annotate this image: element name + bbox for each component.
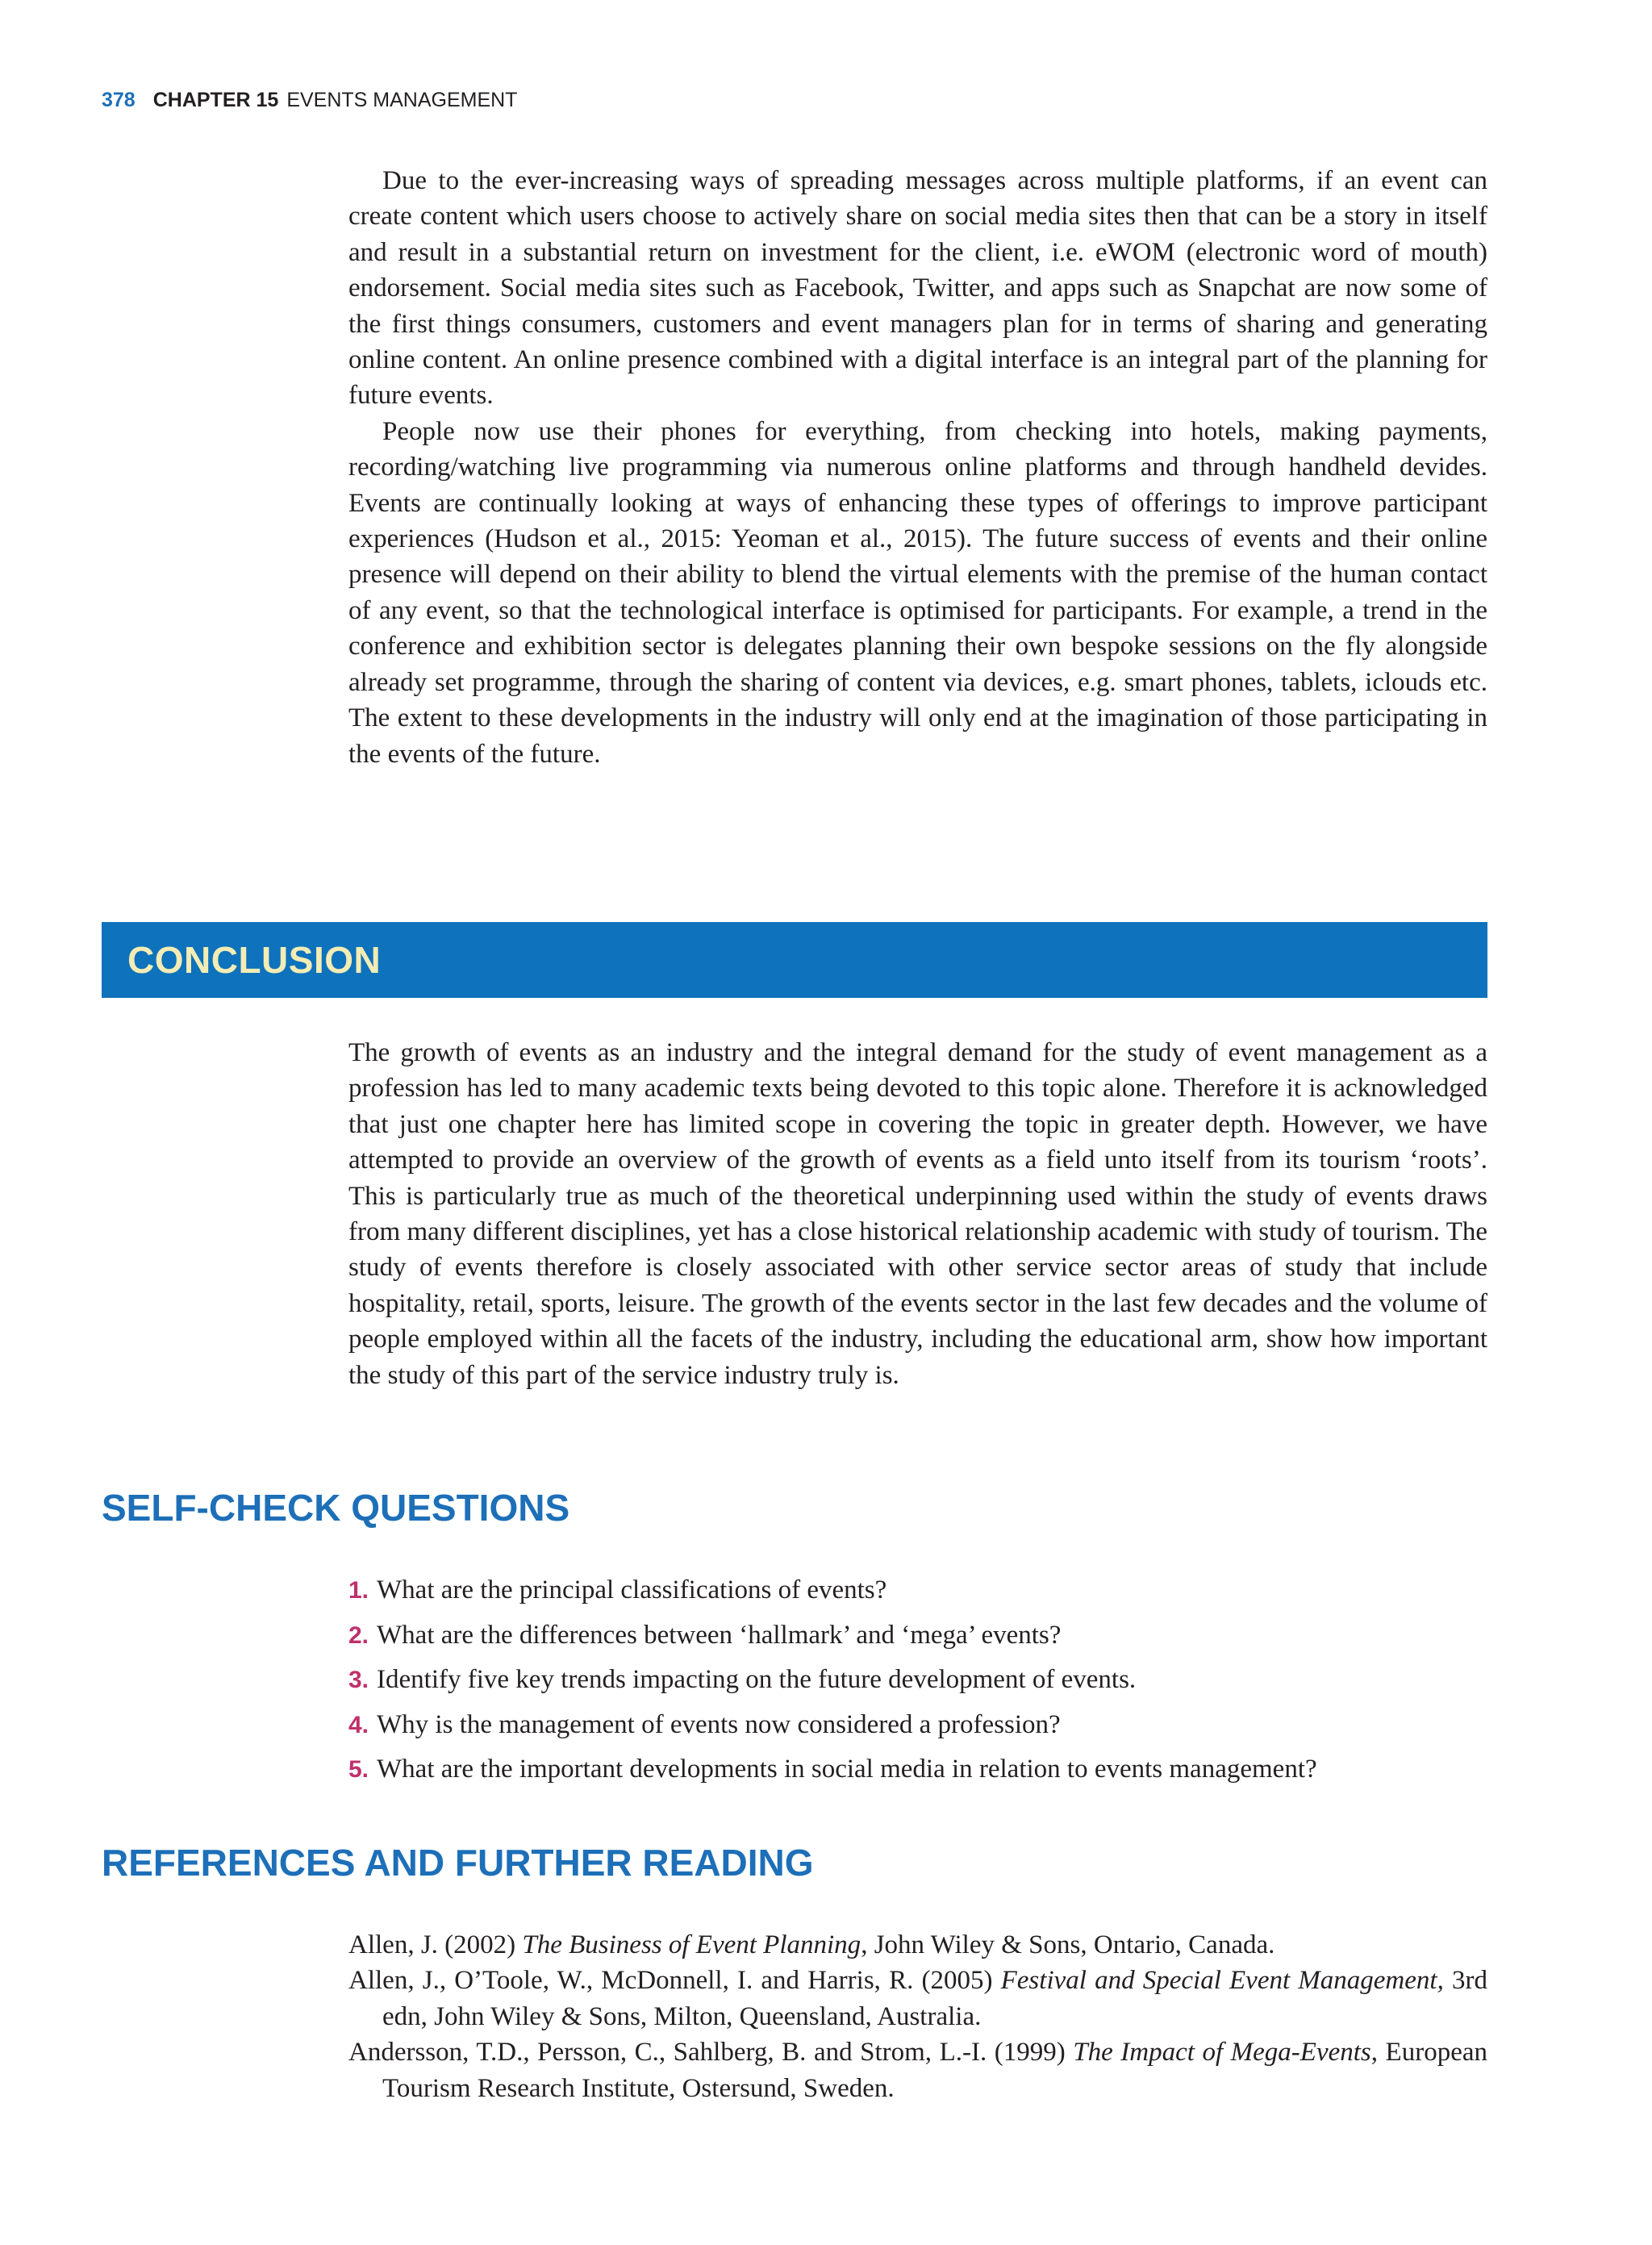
chapter-title: EVENTS MANAGEMENT bbox=[286, 89, 518, 111]
running-head bbox=[102, 89, 517, 112]
references-list bbox=[348, 1927, 1487, 2106]
question-item bbox=[348, 1658, 1487, 1703]
question-number: 3. bbox=[348, 1667, 369, 1693]
reference-entry bbox=[348, 1927, 1487, 1963]
question-text: Why is the management of events now considered a profession? bbox=[377, 1709, 1061, 1739]
paragraph: Due to the ever-increasing ways of spreading messages across multiple platforms, if an event can create content which users choose to actively share on social media sites then that can be a story in itself and result in a substantial return on investment for the client, i.e. eWOM (electronic word of mouth) endorsement. Social media sites such as Facebook, Twitter, and apps such as Snapchat are now some of the first things consumers, customers and event managers plan for in terms of sharing and generating online content. An online presence combined with a digital interface is an integral part of the planning for future events. bbox=[348, 166, 1487, 411]
question-number: 5. bbox=[348, 1756, 369, 1783]
reference-authors: Andersson, T.D., Persson, C., Sahlberg, B. and Strom, L.-I. (1999) bbox=[348, 2038, 1074, 2068]
references-heading: REFERENCES AND FURTHER READING bbox=[102, 1842, 814, 1884]
reference-title: The Business of Event Planning bbox=[522, 1930, 861, 1959]
reference-entry bbox=[348, 1963, 1487, 2034]
question-item bbox=[348, 1747, 1487, 1792]
reference-title: Festival and Special Event Management, bbox=[1000, 1966, 1444, 1996]
question-text: What are the principal classifications of events? bbox=[377, 1575, 887, 1604]
intro-text bbox=[348, 163, 1487, 772]
chapter-label: CHAPTER 15 bbox=[152, 89, 279, 111]
reference-entry bbox=[348, 2034, 1487, 2106]
question-text: Identify five key trends impacting on the future development of events. bbox=[377, 1665, 1137, 1694]
reference-publisher: , John Wiley & Sons, Ontario, Canada. bbox=[861, 1930, 1275, 1959]
question-number: 4. bbox=[348, 1711, 369, 1738]
conclusion-banner bbox=[102, 922, 1487, 998]
conclusion-text bbox=[348, 1035, 1487, 1393]
page-number: 378 bbox=[102, 89, 136, 111]
question-item bbox=[348, 1613, 1487, 1659]
self-check-heading: SELF-CHECK QUESTIONS bbox=[102, 1487, 570, 1529]
paragraph: People now use their phones for everything, from checking into hotels, making payments, recording/watching live programming via numerous online platforms and through handheld devides. Events are continually looking at ways of enhancing these types of offerings to improve participant experiences (Hudson et al., 2015: Yeoman et al., 2015). The future success of events and their online presence will depend on their ability to blend the virtual elements with the premise of the human contact of any event, so that the technological interface is optimised for participants. For example, a trend in the conference and exhibition sector is delegates planning their own bespoke sessions on the fly alongside already set programme, through the sharing of content via devices, e.g. smart phones, tablets, iclouds etc. The extent to these developments in the industry will only end at the imagination of those participating in the events of the future. bbox=[348, 416, 1487, 769]
question-number: 2. bbox=[348, 1621, 369, 1649]
self-check-list bbox=[348, 1568, 1487, 1792]
question-item bbox=[348, 1703, 1487, 1748]
question-item bbox=[348, 1568, 1487, 1613]
conclusion-heading: CONCLUSION bbox=[127, 939, 382, 981]
reference-publisher: , European Tourism Research Institute, Ostersund, Sweden. bbox=[382, 2038, 1487, 2103]
paragraph: The growth of events as an industry and the integral demand for the study of event management as a profession has led to many academic texts being devoted to this topic alone. Therefore it is acknowledged that just one chapter here has limited scope in covering the topic in greater depth. However, we have attempted to provide an overview of the growth of events as a field unto itself from its tourism ‘roots’. This is particularly true as much of the theoretical underpinning used within the study of events draws from many different disciplines, yet has a close historical relationship academic with study of tourism. The study of events therefore is closely associated with other service sector areas of study that include hospitality, retail, sports, leisure. The growth of the events sector in the last few decades and the volume of people employed within all the facets of the industry, including the educational arm, show how important the study of this part of the service industry truly is. bbox=[348, 1038, 1487, 1390]
question-text: What are the differences between ‘hallmark’ and ‘mega’ events? bbox=[377, 1620, 1062, 1650]
reference-title: The Impact of Mega-Events bbox=[1073, 2038, 1371, 2068]
reference-publisher: 3rd edn, John Wiley & Sons, Milton, Queensland, Australia. bbox=[382, 1966, 1487, 2031]
question-number: 1. bbox=[348, 1577, 369, 1604]
reference-authors: Allen, J. (2002) bbox=[348, 1930, 523, 1959]
question-text: What are the important developments in social media in relation to events management? bbox=[377, 1755, 1317, 1784]
reference-authors: Allen, J., O’Toole, W., McDonnell, I. and Harris, R. (2005) bbox=[348, 1966, 1001, 1996]
